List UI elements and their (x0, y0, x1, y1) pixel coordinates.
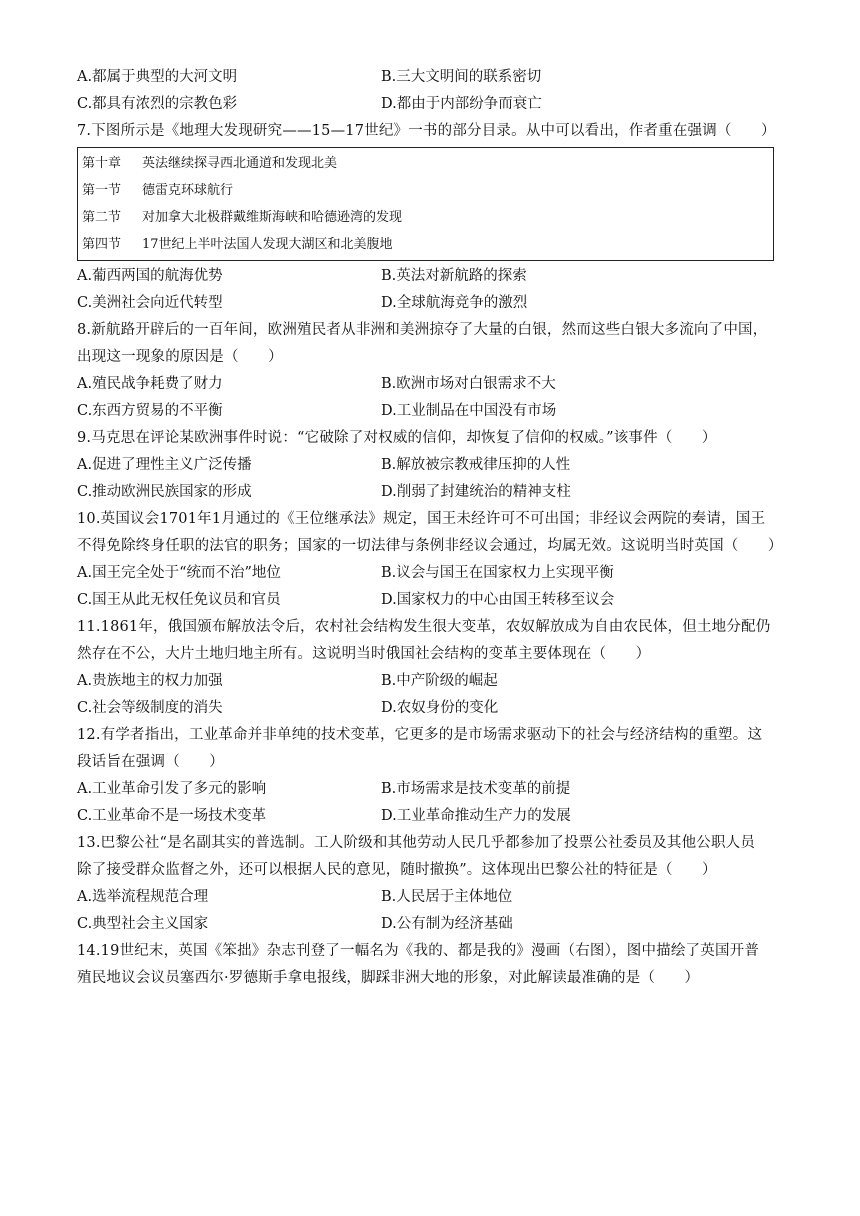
q7-option-d[interactable]: D.全球航海竞争的激烈 (381, 295, 528, 311)
q6-options-row-2 (77, 91, 783, 118)
q11-options-row-2 (77, 695, 783, 722)
toc-row (82, 204, 773, 231)
q7-option-c[interactable]: C.美洲社会向近代转型 (77, 295, 223, 311)
q8-option-c[interactable]: C.东西方贸易的不平衡 (77, 403, 223, 419)
toc-title: 对加拿大北极群戴维斯海峡和哈德逊湾的发现 (142, 210, 403, 225)
q8-options-row-2 (77, 398, 783, 425)
q12-option-d[interactable]: D.工业革命推动生产力的发展 (381, 808, 571, 824)
toc-row (82, 231, 773, 258)
q10-options-row-2 (77, 587, 783, 614)
toc-title: 英法继续探寻西北通道和发现北美 (142, 156, 338, 171)
toc-title: 德雷克环球航行 (142, 183, 234, 198)
q7-options-row-1 (77, 263, 783, 290)
q9-options-row-2 (77, 479, 783, 506)
q13-option-c[interactable]: C.典型社会主义国家 (77, 916, 209, 932)
q11-stem-line-1: 11.1861年，俄国颁布解放法令后，农村社会结构发生很大变革，农奴解放成为自由农民体，但土地分配仍 (77, 619, 771, 635)
q7-options-row-2 (77, 290, 783, 317)
q11-option-d[interactable]: D.农奴身份的变化 (381, 700, 499, 716)
q13-options-row-1 (77, 884, 783, 911)
q13-option-b[interactable]: B.人民居于主体地位 (381, 889, 513, 905)
q7-toc-box (77, 147, 774, 261)
q10-option-c[interactable]: C.国王从此无权任免议员和官员 (77, 592, 281, 608)
q10-stem-line-2: 不得免除终身任职的法官的职务；国家的一切法律与条例非经议会通过，均属无效。这说明当时英国（ ） (77, 538, 783, 554)
q8-option-d[interactable]: D.工业制品在中国没有市场 (381, 403, 557, 419)
q6-option-c[interactable]: C.都具有浓烈的宗教色彩 (77, 96, 238, 112)
q11-option-a[interactable]: A.贵族地主的权力加强 (77, 673, 223, 689)
q14-stem-line-1: 14.19世纪末，英国《笨拙》杂志刊登了一幅名为《我的、都是我的》漫画（右图），图中描绘了英国开普 (77, 943, 760, 959)
q8-options-row-1 (77, 371, 783, 398)
q6-option-b[interactable]: B.三大文明间的联系密切 (381, 69, 542, 85)
q11-stem-line-2: 然存在不公，大片土地归地主所有。这说明当时俄国社会结构的变革主要体现在（ ） (77, 646, 651, 662)
q8-stem-line-1: 8.新航路开辟后的一百年间，欧洲殖民者从非洲和美洲掠夺了大量的白银，然而这些白银大多流向了中国， (77, 322, 768, 338)
q12-option-a[interactable]: A.工业革命引发了多元的影响 (77, 781, 267, 797)
q13-options-row-2 (77, 911, 783, 938)
q13-stem-line-1: 13.巴黎公社“是名副其实的普选制。工人阶级和其他劳动人民几乎都参加了投票公社委员及其他公职人员 (77, 835, 756, 851)
q12-option-c[interactable]: C.工业革命不是一场技术变革 (77, 808, 267, 824)
q6-option-a[interactable]: A.都属于典型的大河文明 (77, 69, 238, 85)
q8-option-b[interactable]: B.欧洲市场对白银需求不大 (381, 376, 556, 392)
q9-options-row-1 (77, 452, 783, 479)
exam-page (77, 64, 783, 992)
q10-option-a[interactable]: A.国王完全处于“统而不治”地位 (77, 565, 281, 581)
q14-stem-line-2: 殖民地议会议员塞西尔·罗德斯手拿电报线，脚踩非洲大地的形象，对此解读最准确的是（ ） (77, 970, 700, 986)
q10-option-d[interactable]: D.国家权力的中心由国王转移至议会 (381, 592, 615, 608)
q7-option-b[interactable]: B.英法对新航路的探索 (381, 268, 527, 284)
toc-chapter: 第十章 (82, 156, 122, 171)
q7-option-a[interactable]: A.葡西两国的航海优势 (77, 268, 223, 284)
q8-option-a[interactable]: A.殖民战争耗费了财力 (77, 376, 223, 392)
q12-options-row-1 (77, 776, 783, 803)
q6-option-d[interactable]: D.都由于内部纷争而衰亡 (381, 96, 542, 112)
toc-chapter: 第二节 (82, 210, 122, 225)
q11-option-c[interactable]: C.社会等级制度的消失 (77, 700, 223, 716)
q10-options-row-1 (77, 560, 783, 587)
q7-stem: 7.下图所示是《地理大发现研究——15—17世纪》一书的部分目录。从中可以看出，作者重在强调（ ） (77, 123, 776, 139)
q12-stem-line-2: 段话旨在强调（ ） (77, 754, 224, 770)
toc-chapter: 第一节 (82, 183, 122, 198)
q9-option-b[interactable]: B.解放被宗教戒律压抑的人性 (381, 457, 571, 473)
q10-option-b[interactable]: B.议会与国王在国家权力上实现平衡 (381, 565, 614, 581)
q12-option-b[interactable]: B.市场需求是技术变革的前提 (381, 781, 571, 797)
q11-options-row-1 (77, 668, 783, 695)
q13-option-d[interactable]: D.公有制为经济基础 (381, 916, 513, 932)
q12-stem-line-1: 12.有学者指出，工业革命并非单纯的技术变革，它更多的是市场需求驱动下的社会与经济结构的重塑。这 (77, 727, 763, 743)
q9-option-d[interactable]: D.削弱了封建统治的精神支柱 (381, 484, 571, 500)
q9-option-c[interactable]: C.推动欧洲民族国家的形成 (77, 484, 252, 500)
q12-options-row-2 (77, 803, 783, 830)
q9-option-a[interactable]: A.促进了理性主义广泛传播 (77, 457, 252, 473)
q6-options-row-1 (77, 64, 783, 91)
q13-option-a[interactable]: A.选举流程规范合理 (77, 889, 209, 905)
toc-row (82, 150, 773, 177)
q9-stem: 9.马克思在评论某欧洲事件时说：“它破除了对权威的信仰，却恢复了信仰的权威。”该事件（ ） (77, 430, 717, 446)
q13-stem-line-2: 除了接受群众监督之外，还可以根据人民的意见，随时撤换”。这体现出巴黎公社的特征是（ ） (77, 862, 717, 878)
toc-title: 17世纪上半叶法国人发现大湖区和北美腹地 (142, 237, 393, 252)
q8-stem-line-2: 出现这一现象的原因是（ ） (77, 349, 283, 365)
q11-option-b[interactable]: B.中产阶级的崛起 (381, 673, 498, 689)
q10-stem-line-1: 10.英国议会1701年1月通过的《王位继承法》规定，国王未经许可不可出国；非经议会两院的奏请，国王 (77, 511, 766, 527)
toc-row (82, 177, 773, 204)
toc-chapter: 第四节 (82, 237, 122, 252)
